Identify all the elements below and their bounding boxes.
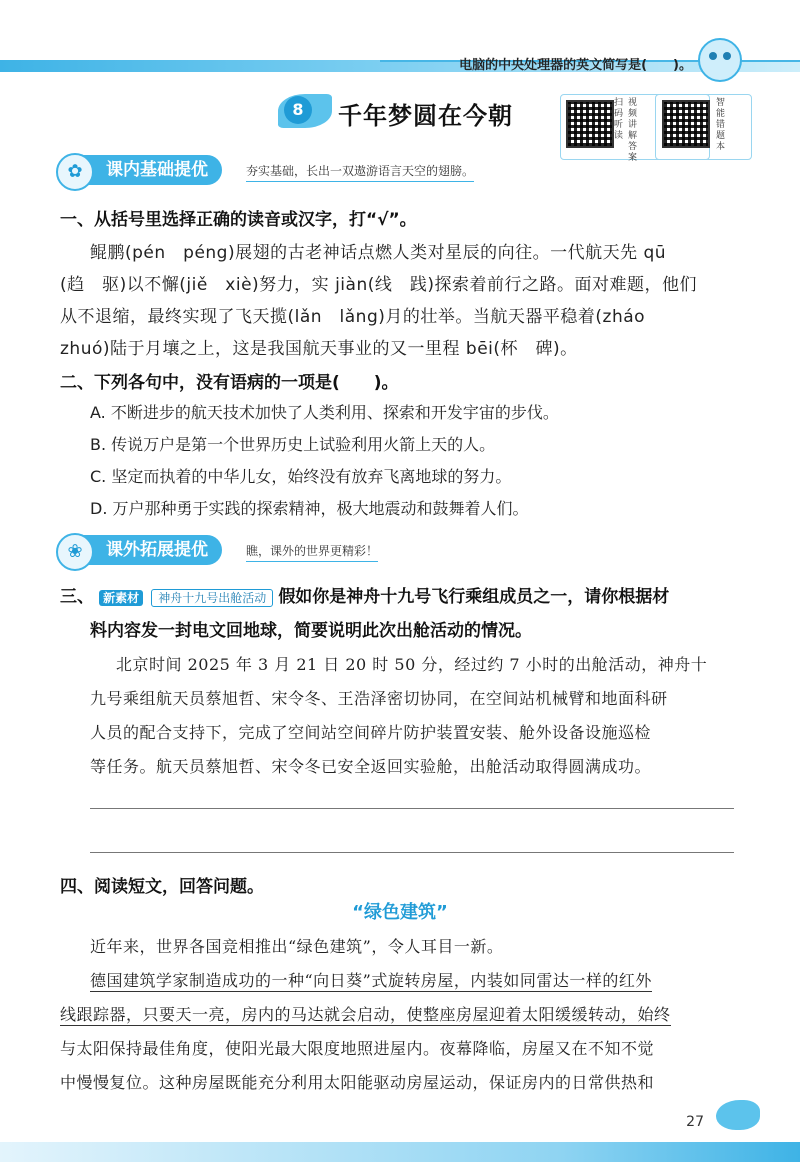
question-3-title-cont: 料内容发一封电文回地球，简要说明此次出舱活动的情况。 bbox=[90, 621, 532, 641]
section-subtitle: 瞧，课外的世界更精彩！ bbox=[246, 542, 378, 562]
question-3-number: 三、 bbox=[60, 587, 94, 607]
question-1-line: (趋 驱)以不懈(jiě xiè)努力，实 jiàn(线 践)探索着前行之路。面对难题，他们 bbox=[60, 275, 697, 295]
article-paragraph: 与太阳保持最佳角度，使阳光最大限度地照进屋内。夜幕降临，房屋又在不知不觉 bbox=[60, 1039, 655, 1058]
dolphin-icon bbox=[716, 1100, 760, 1130]
answer-line[interactable] bbox=[90, 852, 734, 853]
material-line: 北京时间 2025 年 3 月 21 日 20 时 50 分，经过约 7 小时的出舱活动，神舟十 bbox=[116, 655, 708, 674]
question-1-line: 鲲鹏(pén péng)展翅的古老神话点燃人类对星辰的向往。一代航天先 qū bbox=[90, 243, 667, 263]
footer-band bbox=[0, 1142, 800, 1162]
underlined-text: 德国建筑学家制造成功的一种“向日葵”式旋转房屋，内装如同雷达一样的红外 bbox=[90, 971, 652, 990]
answer-line[interactable] bbox=[90, 808, 734, 809]
shrimp-icon: ❀ bbox=[56, 533, 94, 571]
section-subtitle: 夯实基础，长出一双遨游语言天空的翅膀。 bbox=[246, 162, 474, 182]
page-number: 27 bbox=[686, 1114, 704, 1130]
section-pill-extension: 课外拓展提优 bbox=[66, 535, 222, 565]
qr-label: 扫码听读 bbox=[614, 98, 624, 141]
qr-label: 视频讲解答案 bbox=[628, 98, 638, 163]
article-paragraph bbox=[60, 1002, 671, 1025]
material-line: 九号乘组航天员蔡旭哲、宋令冬、王浩泽密切协同，在空间站机械臂和地面科研 bbox=[90, 689, 668, 708]
question-3-title: 假如你是神舟十九号飞行乘组成员之一，请你根据材 bbox=[278, 587, 670, 607]
option-b[interactable]: B. 传说万户是第一个世界历史上试验利用火箭上天的人。 bbox=[90, 435, 496, 454]
robot-mascot-icon bbox=[698, 38, 742, 82]
material-line: 等任务。航天员蔡旭哲、宋令冬已安全返回实验舱，出舱活动取得圆满成功。 bbox=[90, 757, 652, 776]
option-d[interactable]: D. 万户那种勇于实践的探索精神，极大地震动和鼓舞着人们。 bbox=[90, 499, 529, 518]
option-c[interactable]: C. 坚定而执着的中华儿女，始终没有放弃飞离地球的努力。 bbox=[90, 467, 512, 486]
new-material-tag: 新素材 bbox=[99, 590, 143, 606]
article-title: “绿色建筑” bbox=[352, 902, 448, 923]
question-2-title: 二、下列各句中，没有语病的一项是( )。 bbox=[60, 373, 399, 393]
question-1-line: 从不退缩，最终实现了飞天揽(lǎn lǎng)月的壮举。当航天器平稳着(zháo bbox=[60, 307, 646, 327]
material-topic: 神舟十九号出舱活动 bbox=[151, 589, 273, 607]
qr-code-icon[interactable] bbox=[662, 100, 710, 148]
question-1-title: 一、从括号里选择正确的读音或汉字，打“√”。 bbox=[60, 210, 417, 230]
article-paragraph: 中慢慢复位。这种房屋既能充分利用太阳能驱动房屋运动，保证房内的日常供热和 bbox=[60, 1073, 655, 1092]
option-a[interactable]: A. 不断进步的航天技术加快了人类利用、探索和开发宇宙的步伐。 bbox=[90, 403, 559, 422]
header-question: 电脑的中央处理器的英文简写是( )。 bbox=[459, 58, 692, 73]
article-paragraph: 近年来，世界各国竞相推出“绿色建筑”，令人耳目一新。 bbox=[90, 937, 504, 956]
question-3-header bbox=[60, 582, 669, 607]
underlined-text: 线跟踪器，只要天一亮，房内的马达就会启动，使整座房屋迎着太阳缓缓转动，始终 bbox=[60, 1005, 671, 1024]
wheat-icon: ✿ bbox=[56, 153, 94, 191]
lesson-number: 8 bbox=[284, 96, 312, 124]
qr-label: 智能错题本 bbox=[716, 98, 726, 152]
question-4-title: 四、阅读短文，回答问题。 bbox=[60, 877, 264, 897]
qr-code-icon[interactable] bbox=[566, 100, 614, 148]
question-1-line: zhuó)陆于月壤之上，这是我国航天事业的又一里程 bēi(杯 碑)。 bbox=[60, 339, 578, 359]
material-line: 人员的配合支持下，完成了空间站空间碎片防护装置安装、舱外设备设施巡检 bbox=[90, 723, 652, 742]
lesson-title: 千年梦圆在今朝 bbox=[338, 102, 513, 130]
section-pill-basic: 课内基础提优 bbox=[66, 155, 222, 185]
article-paragraph bbox=[90, 968, 652, 991]
